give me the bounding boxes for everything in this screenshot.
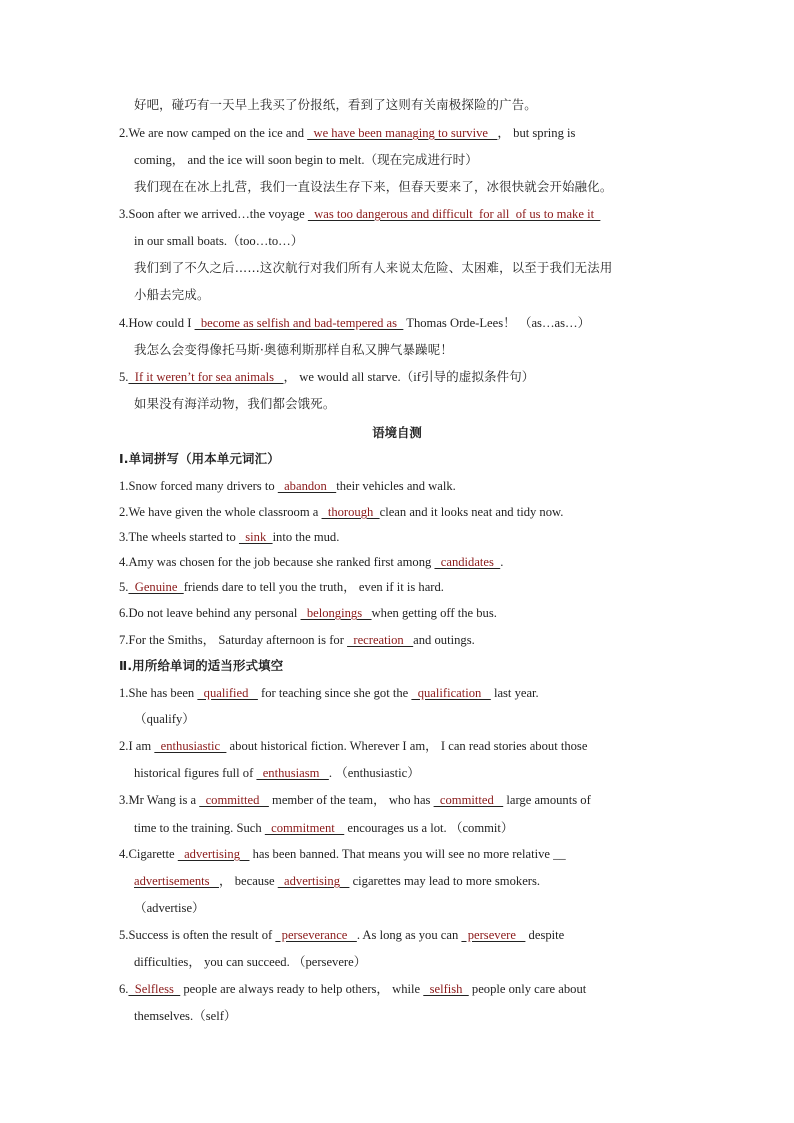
part-1-item-5 xyxy=(119,579,444,595)
item-text: Mr Wang is a xyxy=(128,793,200,807)
part-2-q6 xyxy=(119,981,586,997)
answer-blank: sink xyxy=(238,530,273,544)
sentence-3-continuation: in our small boats.（too…to…） xyxy=(134,234,304,248)
item-text: into the mud. xyxy=(272,530,340,544)
answer-blank: advertisements xyxy=(134,874,219,888)
sentence-text: Thomas Orde-Lees！ （as…as…） xyxy=(403,316,591,330)
part-2-heading: Ⅱ.用所给单词的适当形式填空 xyxy=(119,658,284,673)
sentence-text: How could I xyxy=(128,316,195,330)
part-2-q5-cont: difficulties， you can succeed. （persevere） xyxy=(134,955,367,969)
sentence-number: 4. xyxy=(119,316,129,330)
part-1-item-2 xyxy=(119,504,563,520)
item-text: Amy was chosen for the job because she ranked first among xyxy=(128,555,435,569)
part-2-q5 xyxy=(119,927,564,943)
item-number: 4. xyxy=(119,847,129,861)
sentence-text: Soon after we arrived…the voyage xyxy=(128,207,308,221)
sentence-number: 3. xyxy=(119,207,129,221)
part-2-q1 xyxy=(119,685,539,701)
item-text: despite xyxy=(525,928,565,942)
answer-blank: candidates xyxy=(434,555,501,569)
sentence-3 xyxy=(119,206,600,222)
answer-blank: thorough xyxy=(321,505,380,519)
answer-blank: If it weren’t for sea animals xyxy=(128,370,284,384)
sentence-4 xyxy=(119,315,590,331)
item-text: Snow forced many drivers to xyxy=(128,479,278,493)
item-number: 1. xyxy=(119,686,129,700)
item-text: historical figures full of xyxy=(134,766,257,780)
section-title: 语境自测 xyxy=(372,425,422,440)
item-number: 2. xyxy=(119,739,129,753)
item-text: and outings. xyxy=(413,633,475,647)
answer-blank: advertising xyxy=(277,874,350,888)
item-text: time to the training. Such xyxy=(134,821,265,835)
part-2-q3 xyxy=(119,792,591,808)
answer-blank: Genuine xyxy=(128,580,184,594)
answer-blank: commitment xyxy=(264,821,345,835)
answer-blank: committed xyxy=(199,793,269,807)
item-number: 2. xyxy=(119,505,129,519)
answer-blank: become as selfish and bad-tempered as xyxy=(194,316,404,330)
item-text: cigarettes may lead to more smokers. xyxy=(349,874,541,888)
item-text: about historical fiction. Wherever I am， I can read stories about those xyxy=(226,739,588,753)
sentence-number: 2. xyxy=(119,126,129,140)
part-1-item-6 xyxy=(119,605,497,621)
item-text: for teaching since she got the xyxy=(257,686,412,700)
item-number: 7. xyxy=(119,633,129,647)
answer-blank: enthusiastic xyxy=(154,739,227,753)
item-text: Cigarette xyxy=(128,847,178,861)
part-1-item-1 xyxy=(119,478,456,494)
answer-blank: Selfless xyxy=(128,982,181,996)
item-text: We have given the whole classroom a xyxy=(128,505,322,519)
item-text: member of the team， who has xyxy=(268,793,434,807)
item-text: Do not leave behind any personal xyxy=(128,606,301,620)
answer-blank: persevere xyxy=(461,928,526,942)
sentence-5 xyxy=(119,369,534,385)
part-2-q2 xyxy=(119,738,587,754)
sentence-3-translation-cont: 小船去完成。 xyxy=(134,287,210,302)
item-text: last year. xyxy=(490,686,539,700)
part-2-q4-cont xyxy=(134,873,540,889)
part-1-heading: Ⅰ.单词拼写（用本单元词汇） xyxy=(119,451,280,466)
part-1-item-7 xyxy=(119,632,475,648)
answer-blank: perseverance xyxy=(275,928,357,942)
item-text: I am xyxy=(128,739,155,753)
part-2-q2-cont xyxy=(134,765,420,781)
part-2-q3-cont xyxy=(134,820,514,836)
item-text: clean and it looks neat and tidy now. xyxy=(379,505,564,519)
item-text: friends dare to tell you the truth， even if it is hard. xyxy=(183,580,444,594)
intro-translation: 好吧，碰巧有一天早上我买了份报纸，看到了这则有关南极探险的广告。 xyxy=(134,97,537,112)
sentence-text: ， but spring is xyxy=(497,126,576,140)
item-number: 4. xyxy=(119,555,129,569)
item-text: encourages us a lot. （commit） xyxy=(344,821,514,835)
item-text: . （enthusiastic） xyxy=(328,766,420,780)
answer-blank: qualified xyxy=(197,686,258,700)
sentence-text: We are now camped on the ice and xyxy=(128,126,308,140)
answer-blank: recreation xyxy=(347,633,414,647)
sentence-5-translation: 如果没有海洋动物，我们都会饿死。 xyxy=(134,396,336,411)
answer-blank: selfish xyxy=(423,982,469,996)
item-text: people only care about xyxy=(468,982,587,996)
answer-blank: enthusiasm xyxy=(256,766,329,780)
answer-blank: committed xyxy=(433,793,504,807)
item-text: She has been xyxy=(128,686,198,700)
item-number: 6. xyxy=(119,982,129,996)
item-number: 6. xyxy=(119,606,129,620)
part-1-item-3 xyxy=(119,529,339,545)
item-number: 5. xyxy=(119,580,129,594)
item-text: The wheels started to xyxy=(128,530,239,544)
item-text: Success is often the result of xyxy=(128,928,276,942)
item-number: 1. xyxy=(119,479,129,493)
answer-blank: qualification xyxy=(411,686,491,700)
sentence-2-continuation: coming， and the ice will soon begin to melt.（现在完成进行时） xyxy=(134,153,478,167)
part-2-q1-hint: （qualify） xyxy=(134,712,195,726)
answer-blank: we have been managing to survive xyxy=(307,126,498,140)
answer-blank: abandon xyxy=(277,479,337,493)
item-text: when getting off the bus. xyxy=(371,606,497,620)
item-text: For the Smiths， Saturday afternoon is for xyxy=(128,633,348,647)
item-number: 5. xyxy=(119,928,129,942)
item-number: 3. xyxy=(119,530,129,544)
item-text: people are always ready to help others， while xyxy=(180,982,424,996)
part-2-q4-hint: （advertise） xyxy=(134,901,205,915)
sentence-number: 5. xyxy=(119,370,129,384)
answer-blank: advertising xyxy=(177,847,250,861)
item-text: . As long as you can xyxy=(356,928,462,942)
answer-blank: was too dangerous and difficult for all of us to make it xyxy=(307,207,601,221)
item-text: has been banned. That means you will see no more relative __ xyxy=(249,847,566,861)
answer-blank: belongings xyxy=(300,606,372,620)
item-number: 3. xyxy=(119,793,129,807)
item-text: . xyxy=(500,555,504,569)
part-1-item-4 xyxy=(119,554,503,570)
item-text: large amounts of xyxy=(503,793,591,807)
sentence-4-translation: 我怎么会变得像托马斯·奥德利斯那样自私又脾气暴躁呢！ xyxy=(134,342,453,357)
item-text: ， because xyxy=(218,874,278,888)
item-text: their vehicles and walk. xyxy=(336,479,456,493)
part-2-q6-cont: themselves.（self） xyxy=(134,1009,237,1023)
sentence-text: ， we would all starve.（if引导的虚拟条件句） xyxy=(283,370,535,384)
sentence-2 xyxy=(119,125,575,141)
part-2-q4 xyxy=(119,846,566,862)
sentence-2-translation: 我们现在在冰上扎营，我们一直设法生存下来，但春天要来了，冰很快就会开始融化。 xyxy=(134,179,613,194)
sentence-3-translation: 我们到了不久之后……这次航行对我们所有人来说太危险、太困难，以至于我们无法用 xyxy=(134,260,613,275)
